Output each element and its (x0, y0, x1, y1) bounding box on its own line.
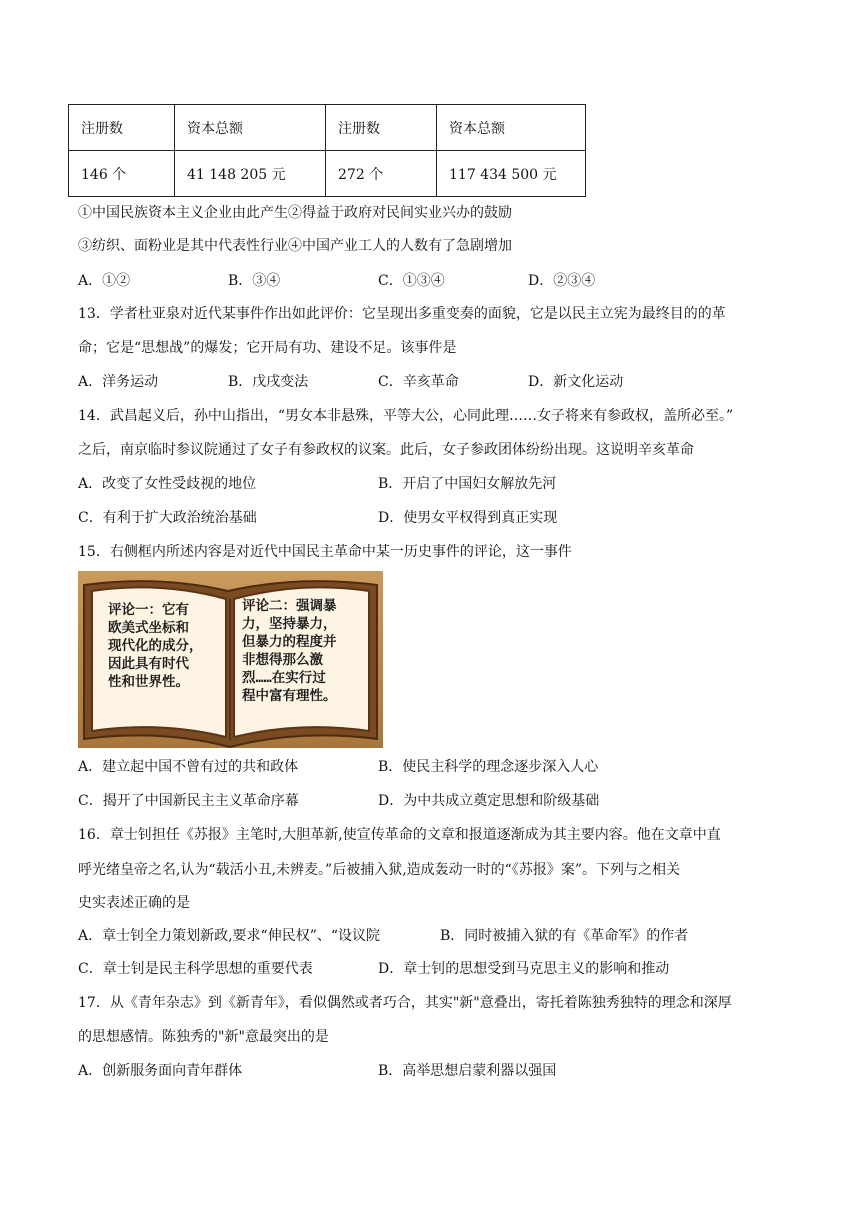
question-stem: 17．从《青年杂志》到《新青年》，看似偶然或者巧合，其实"新"意叠出，寄托着陈独秀独特的理念和深厚 (78, 995, 732, 1011)
table-header-cell: 注册数 (326, 105, 437, 151)
question-stem: 呼光绪皇帝之名,认为“载活小丑,未辨麦。”后被捕入狱,造成轰动一时的“《苏报》案”。下列与之相关 (78, 862, 680, 878)
comment-line: 因此具有时代 (108, 656, 189, 672)
option-a[interactable]: A．章士钊全力策划新政,要求“伸民权”、“设议院 (78, 928, 381, 944)
option-c[interactable]: C．章士钊是民主科学思想的重要代表 (78, 961, 313, 977)
option-c[interactable]: C．揭开了中国新民主主义革命序幕 (78, 793, 299, 809)
table-cell: 146 个 (69, 151, 175, 197)
comment-line: 但暴力的程度并 (242, 634, 337, 650)
question-stem: 15．右侧框内所述内容是对近代中国民主革命中某一历史事件的评论，这一事件 (78, 544, 572, 560)
comment-line: 现代化的成分， (108, 638, 203, 654)
option-d[interactable]: D．为中共成立奠定思想和阶级基础 (378, 793, 600, 809)
option-a[interactable]: A．改变了女性受歧视的地位 (78, 476, 257, 492)
option-b[interactable]: B．戊戌变法 (228, 374, 309, 390)
statement-line: ①中国民族资本主义企业由此产生②得益于政府对民间实业兴办的鼓励 (78, 205, 512, 221)
option-c[interactable]: C．①③④ (378, 273, 445, 289)
question-stem: 13．学者杜亚泉对近代某事件作出如此评价：它呈现出多重变奏的面貌，它是以民主立宪为最终目的的革 (78, 306, 726, 322)
option-d[interactable]: D．章士钊的思想受到马克思主义的影响和推动 (378, 961, 670, 977)
comment-two (242, 597, 337, 705)
table-header-cell: 资本总额 (437, 105, 586, 151)
table-cell: 117 434 500 元 (437, 151, 586, 197)
question-stem: 命；它是“思想战”的爆发；它开局有功、建设不足。该事件是 (78, 340, 457, 356)
table-header-row (69, 105, 586, 151)
option-a[interactable]: A．①② (78, 273, 131, 289)
question-stem: 史实表述正确的是 (78, 895, 190, 911)
option-c[interactable]: C．辛亥革命 (378, 374, 459, 390)
comment-line: 程中富有理性。 (242, 688, 337, 704)
table-header-cell: 资本总额 (175, 105, 326, 151)
table-cell: 41 148 205 元 (175, 151, 326, 197)
comment-line: 评论一：它有 (108, 602, 189, 618)
question-stem: 16．章士钊担任《苏报》主笔时,大胆革新,使宣传革命的文章和报道逐渐成为其主要内容。他在文章中直 (78, 827, 721, 843)
book-illustration (78, 571, 383, 748)
option-a[interactable]: A．洋务运动 (78, 374, 159, 390)
comment-line: 烈……在实行过 (242, 670, 326, 686)
option-b[interactable]: B．使民主科学的理念逐步深入人心 (378, 759, 599, 775)
comment-line: 欧美式坐标和 (108, 620, 189, 636)
registration-table (68, 104, 586, 197)
option-b[interactable]: B．开启了中国妇女解放先河 (378, 476, 557, 492)
table-row (69, 151, 586, 197)
option-b[interactable]: B．高举思想启蒙利器以强国 (378, 1063, 557, 1079)
option-b[interactable]: B．同时被捕入狱的有《革命军》的作者 (440, 928, 689, 944)
comment-line: 非想得那么激 (242, 652, 323, 668)
option-d[interactable]: D．使男女平权得到真正实现 (378, 510, 558, 526)
table-header-cell: 注册数 (69, 105, 175, 151)
comment-line: 评论二：强调暴 (242, 598, 337, 614)
option-c[interactable]: C．有利于扩大政治统治基础 (78, 510, 257, 526)
comment-line: 性和世界性。 (108, 674, 189, 690)
question-stem: 之后，南京临时参议院通过了女子有参政权的议案。此后，女子参政团体纷纷出现。这说明辛亥革命 (78, 442, 694, 458)
option-a[interactable]: A．建立起中国不曾有过的共和政体 (78, 759, 299, 775)
option-b[interactable]: B．③④ (228, 273, 281, 289)
question-stem: 的思想感情。陈独秀的"新"意最突出的是 (78, 1029, 329, 1045)
table-cell: 272 个 (326, 151, 437, 197)
option-a[interactable]: A．创新服务面向青年群体 (78, 1063, 243, 1079)
comment-line: 力，坚持暴力， (242, 616, 337, 632)
comment-one (108, 601, 203, 691)
statement-line: ③纺织、面粉业是其中代表性行业④中国产业工人的人数有了急剧增加 (78, 238, 512, 254)
question-stem: 14．武昌起义后，孙中山指出，“男女本非悬殊，平等大公，心同此理……女子将来有参政权，盖所必至。” (78, 408, 734, 424)
option-d[interactable]: D．②③④ (528, 273, 596, 289)
option-d[interactable]: D．新文化运动 (528, 374, 624, 390)
